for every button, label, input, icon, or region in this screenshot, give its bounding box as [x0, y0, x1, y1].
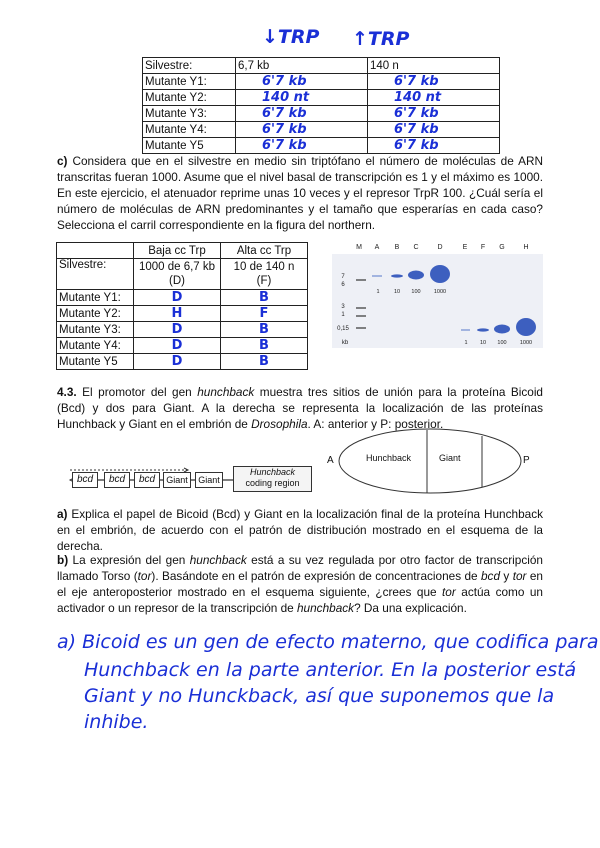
- top-amount-label: 1000: [433, 289, 447, 295]
- table2-silvestre-low: [134, 259, 221, 290]
- table1-cell-col1: 6'7 kb: [236, 74, 368, 90]
- silvestre-low-lane: (D): [169, 275, 185, 287]
- question-b-gene-2: tor: [137, 569, 152, 583]
- lane-label: D: [437, 244, 443, 251]
- bottom-amount-label: 100: [497, 340, 507, 346]
- table1-cell-col1: 6'7 kb: [236, 138, 368, 154]
- section-number: 4.3.: [57, 385, 77, 399]
- silvestre-high-lane: (F): [256, 275, 272, 287]
- table2-cell-label: Mutante Y2:: [57, 306, 134, 322]
- silvestre-low-value: 1000 de 6,7 kb: [138, 261, 216, 273]
- table1-cell-col1: 6,7 kb: [236, 58, 368, 74]
- bcd-box-2: bcd: [104, 472, 130, 488]
- table1-row: [143, 138, 500, 154]
- table2-cell-col1: D: [134, 322, 221, 338]
- band-G: [494, 325, 510, 334]
- bcd-box-1: bcd: [72, 472, 98, 488]
- table1-cell-label: Mutante Y2:: [143, 90, 236, 106]
- table2-cell-col1: H: [134, 306, 221, 322]
- table1-row: [143, 122, 500, 138]
- bottom-amount-label: 10: [479, 340, 487, 346]
- question-b-text-3: ). Basándote en el patrón de expresión de concentraciones de: [151, 569, 481, 583]
- question-b-text-7: ? Da una explicación.: [354, 601, 467, 615]
- question-b-gene-3: bcd: [481, 569, 501, 583]
- question-b-text-2: está a su vez regulada por otro factor de transcripción llamado Torso (: [57, 553, 543, 583]
- top-amount-label: 100: [411, 289, 421, 295]
- table1-row: [143, 58, 500, 74]
- question-b-gene-1: hunchback: [189, 553, 247, 567]
- handwritten-line-4: inhibe.: [84, 711, 149, 733]
- table1-row: [143, 74, 500, 90]
- table2-header-low: Baja cc Trp: [134, 243, 221, 259]
- question-b-label: b): [57, 553, 69, 567]
- table1-cell-label: Mutante Y5: [143, 138, 236, 154]
- table2-cell-label: Mutante Y5: [57, 354, 134, 370]
- posterior-label: P: [523, 455, 530, 466]
- question-c: [57, 153, 543, 233]
- low-trp-annotation: ↓TRP: [262, 26, 320, 48]
- table1-cell-label: Mutante Y1:: [143, 74, 236, 90]
- question-b-gene-5: tor: [442, 585, 456, 599]
- table1-cell-col1: 140 nt: [236, 90, 368, 106]
- table2-header-high: Alta cc Trp: [221, 243, 308, 259]
- table1-cell-col2: 6'7 kb: [368, 106, 500, 122]
- table2-row: [57, 338, 308, 354]
- question-b: [57, 552, 543, 616]
- coding-region-label: coding region: [245, 478, 300, 488]
- table1-cell-label: Mutante Y3:: [143, 106, 236, 122]
- table2-silvestre-label: Silvestre:: [57, 259, 134, 290]
- table1-cell-col1: 6'7 kb: [236, 106, 368, 122]
- question-a-label: a): [57, 507, 68, 521]
- giant-box-2: Giant: [195, 472, 223, 488]
- table2-row: [57, 354, 308, 370]
- coding-region-gene: Hunchback: [249, 467, 296, 477]
- band-B: [391, 274, 403, 277]
- lane-label: H: [523, 244, 529, 251]
- results-table-1: [142, 57, 500, 154]
- handwritten-line-2: Hunchback en la parte anterior. En la posterior está: [84, 659, 577, 681]
- handwritten-line-3: Giant y no Hunckback, así que suponemos que la: [84, 685, 555, 707]
- table1-cell-col2: 6'7 kb: [368, 74, 500, 90]
- table2-cell-col2: B: [221, 290, 308, 306]
- table1-cell-col2: 6'7 kb: [368, 122, 500, 138]
- silvestre-high-value: 10 de 140 n: [233, 261, 295, 273]
- section-text-1: El promotor del gen: [82, 385, 198, 399]
- question-b-text-5: en el eje anteroposterior mostrado en el esquema siguiente, ¿crees que: [57, 569, 543, 599]
- hunchback-region: Hunchback: [366, 453, 412, 463]
- promoter-diagram: [64, 458, 316, 508]
- table2-cell-col1: D: [134, 338, 221, 354]
- table2-cell-col2: B: [221, 354, 308, 370]
- top-amount-label: 10: [393, 289, 401, 295]
- section-species-italic: Drosophila: [251, 417, 308, 431]
- question-b-text-1: La expresión del gen: [72, 553, 190, 567]
- giant-region: Giant: [439, 453, 461, 463]
- table2-header-empty: [57, 243, 134, 259]
- table1-cell-label: Silvestre:: [143, 58, 236, 74]
- band-C: [408, 271, 424, 280]
- anterior-label: A: [327, 455, 334, 466]
- table1-cell-col2: 140 nt: [368, 90, 500, 106]
- marker-label: 0,15: [337, 326, 349, 332]
- section-gene-italic: hunchback: [197, 385, 255, 399]
- section-text-2: muestra tres sitios de unión para la proteína Bicoid (Bcd) y dos para Giant. A la derecha se representa la localización de las proteínas Hunchback y Giant en el embrión de: [57, 385, 543, 431]
- embryo-diagram: [325, 427, 535, 497]
- band-H: [516, 318, 536, 336]
- table2-cell-col1: D: [134, 290, 221, 306]
- marker-label: 7: [341, 274, 345, 280]
- table2-cell-col1: D: [134, 354, 221, 370]
- question-b-text-6: actúa como un activador o un represor de la transcripción de: [57, 585, 543, 615]
- table1-row: [143, 106, 500, 122]
- table1-cell-col2: 6'7 kb: [368, 138, 500, 154]
- band-D: [430, 265, 450, 283]
- question-a-text: Explica el papel de Bicoid (Bcd) y Giant en la localización final de la proteína Hunchback en el embrión, de acuerdo con el patrón de distribución mostrado en el esquema de la derecha.: [57, 507, 544, 553]
- table1-row: [143, 90, 500, 106]
- hunchback-coding-region: [233, 466, 312, 492]
- lane-label: F: [480, 244, 486, 251]
- lane-label: C: [413, 244, 419, 251]
- results-table-2: [56, 242, 308, 370]
- table2-cell-col2: F: [221, 306, 308, 322]
- table2-cell-label: Mutante Y3:: [57, 322, 134, 338]
- question-c-label: c): [57, 154, 68, 168]
- question-a: [57, 506, 543, 554]
- table2-cell-col2: B: [221, 322, 308, 338]
- northern-blot-figure: [330, 238, 545, 350]
- table1-cell-col1: 6'7 kb: [236, 122, 368, 138]
- question-b-gene-6: hunchback: [297, 601, 355, 615]
- table2-silvestre-high: [221, 259, 308, 290]
- question-c-text: Considera que en el silvestre en medio sin triptófano el número de moléculas de ARN transcritas fueran 1000. Asume que el nivel basal de transcripción es 1 y el máximo es 1000. En este ejercicio, el atenuador reprime unas 10 veces y el represor TrpR 100. ¿Cuál sería el número de moléculas de ARN predominantes y el tamaño que esperarías en cada caso? Selecciona el carril correspondiente en la figura del northern.: [57, 154, 544, 232]
- table2-row: [57, 322, 308, 338]
- table1-cell-col2: 140 n: [368, 58, 500, 74]
- marker-label: 6: [341, 282, 345, 288]
- lane-label: E: [462, 244, 468, 251]
- lane-label: M: [356, 244, 362, 251]
- marker-label: kb: [341, 340, 349, 346]
- marker-label: 3: [341, 304, 345, 310]
- bcd-box-3: bcd: [134, 472, 160, 488]
- table2-row: [57, 290, 308, 306]
- band-F: [477, 328, 489, 331]
- marker-label: 1: [341, 312, 345, 318]
- giant-box-1: Giant: [163, 472, 191, 488]
- high-trp-annotation: ↑TRP: [352, 28, 410, 50]
- embryo-shape: [325, 427, 535, 497]
- table2-cell-col2: B: [221, 338, 308, 354]
- lane-label: A: [374, 244, 380, 251]
- bottom-amount-label: 1: [464, 340, 468, 346]
- question-b-text-4: y: [500, 569, 513, 583]
- bottom-amount-label: 1000: [519, 340, 533, 346]
- table1-cell-label: Mutante Y4:: [143, 122, 236, 138]
- section-4-3: [57, 384, 543, 432]
- handwritten-line-1: a) Bicoid es un gen de efecto materno, que codifica para: [57, 631, 599, 653]
- table2-cell-label: Mutante Y4:: [57, 338, 134, 354]
- lane-label: G: [499, 244, 505, 251]
- section-text-3: . A: anterior y P: posterior.: [307, 417, 444, 431]
- question-b-gene-4: tor: [512, 569, 527, 583]
- table2-cell-label: Mutante Y1:: [57, 290, 134, 306]
- lane-label: B: [394, 244, 400, 251]
- table2-row: [57, 306, 308, 322]
- top-amount-label: 1: [376, 289, 380, 295]
